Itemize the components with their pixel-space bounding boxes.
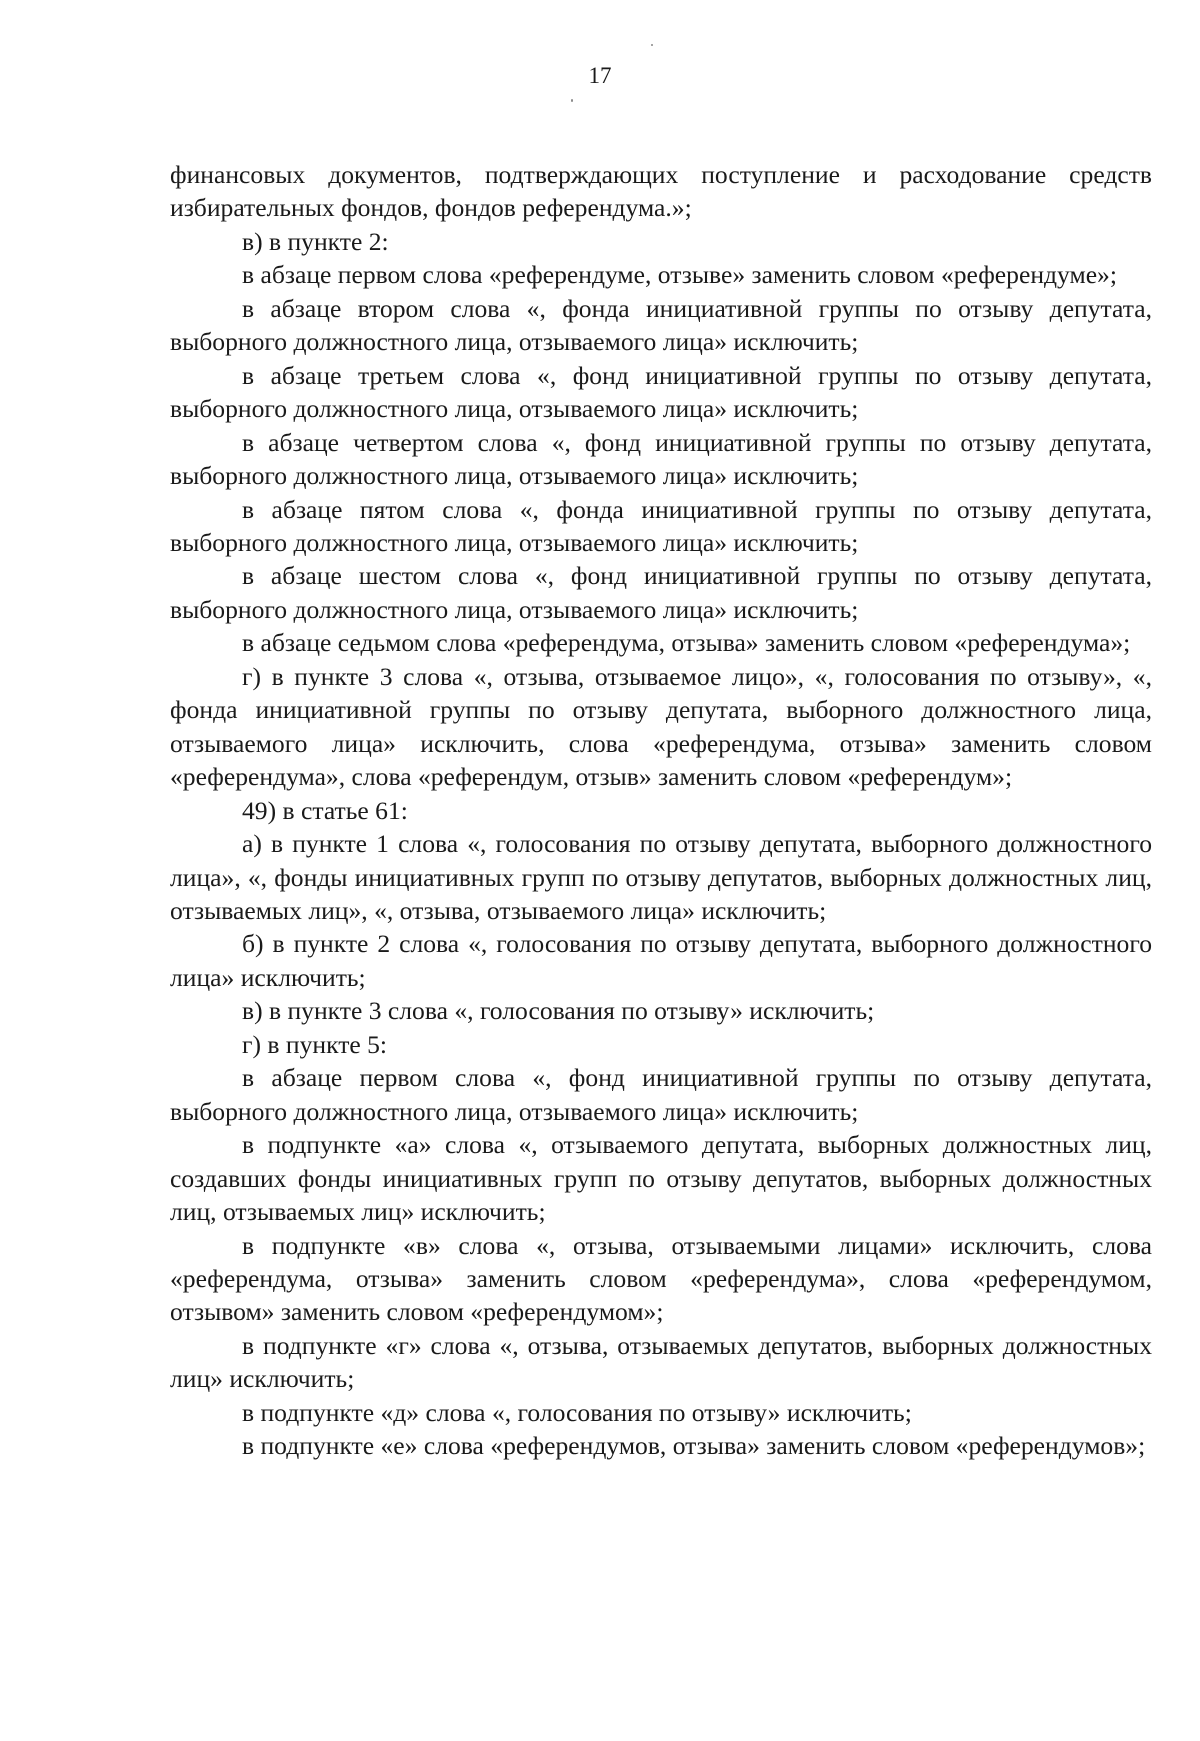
- paragraph: а) в пункте 1 слова «, голосования по отзыву депутата, выборного должностного лица», «, фонды инициативных групп по отзыву депутатов, выборных должностных лиц, отзываемых лиц», «, отзыва, отзываемого лица» исключить;: [170, 829, 1152, 925]
- paragraph: в) в пункте 2:: [242, 226, 389, 256]
- paragraph: в подпункте «а» слова «, отзываемого депутата, выборных должностных лиц, создавших фонды инициативных групп по отзыву депутатов, выборных должностных лиц, отзываемых лиц» исключить;: [170, 1130, 1152, 1227]
- paragraph: в абзаце первом слова «референдуме, отзыве» заменить словом «референдуме»;: [242, 260, 1117, 290]
- page-number: 17: [588, 63, 612, 88]
- document-body: [170, 158, 1152, 1463]
- paragraph: в подпункте «в» слова «, отзыва, отзываемыми лицами» исключить, слова «референдума, отзыва» заменить словом «референдума», слова «референдумом, отзывом» заменить словом «референдумом»;: [170, 1230, 1152, 1327]
- paragraph: финансовых документов, подтверждающих поступление и расходование средств избирательных фондов, фондов референдума.»;: [170, 160, 1152, 223]
- paragraph: в абзаце шестом слова «, фонд инициативной группы по отзыву депутата, выборного должностного лица, отзываемого лица» исключить;: [170, 561, 1152, 624]
- paragraph: в абзаце седьмом слова «референдума, отзыва» заменить словом «референдума»;: [242, 628, 1131, 658]
- paragraph: в абзаце третьем слова «, фонд инициативной группы по отзыву депутата, выборного должностного лица, отзываемого лица» исключить;: [170, 360, 1152, 424]
- paragraph: г) в пункте 5:: [242, 1029, 388, 1059]
- scan-speck: [651, 44, 653, 46]
- paragraph: в абзаце четвертом слова «, фонд инициативной группы по отзыву депутата, выборного должностного лица, отзываемого лица» исключить;: [170, 427, 1152, 491]
- paragraph: в абзаце пятом слова «, фонда инициативной группы по отзыву депутата, выборного должностного лица, отзываемого лица» исключить;: [170, 494, 1152, 557]
- paragraph: в абзаце первом слова «, фонд инициативной группы по отзыву депутата, выборного должностного лица, отзываемого лица» исключить;: [170, 1063, 1152, 1126]
- paragraph: в абзаце втором слова «, фонда инициативной группы по отзыву депутата, выборного должностного лица, отзываемого лица» исключить;: [170, 293, 1152, 357]
- paragraph: в) в пункте 3 слова «, голосования по отзыву» исключить;: [242, 996, 875, 1026]
- paragraph: в подпункте «е» слова «референдумов, отзыва» заменить словом «референдумов»;: [242, 1431, 1146, 1461]
- paragraph: б) в пункте 2 слова «, голосования по отзыву депутата, выборного должностного лица» исключить;: [170, 929, 1152, 992]
- paragraph: 49) в статье 61:: [242, 795, 408, 825]
- paragraph: в подпункте «г» слова «, отзыва, отзываемых депутатов, выборных должностных лиц» исключить;: [170, 1330, 1152, 1394]
- paragraph: г) в пункте 3 слова «, отзыва, отзываемое лицо», «, голосования по отзыву», «, фонда инициативной группы по отзыву депутата, выборного должностного лица, отзываемого лица» исключить, слова «референдума, отзыва» заменить словом «референдума», слова «референдум, отзыв» заменить словом «референдум»;: [170, 661, 1152, 792]
- paragraph: в подпункте «д» слова «, голосования по отзыву» исключить;: [242, 1397, 912, 1427]
- scan-speck: [571, 99, 573, 102]
